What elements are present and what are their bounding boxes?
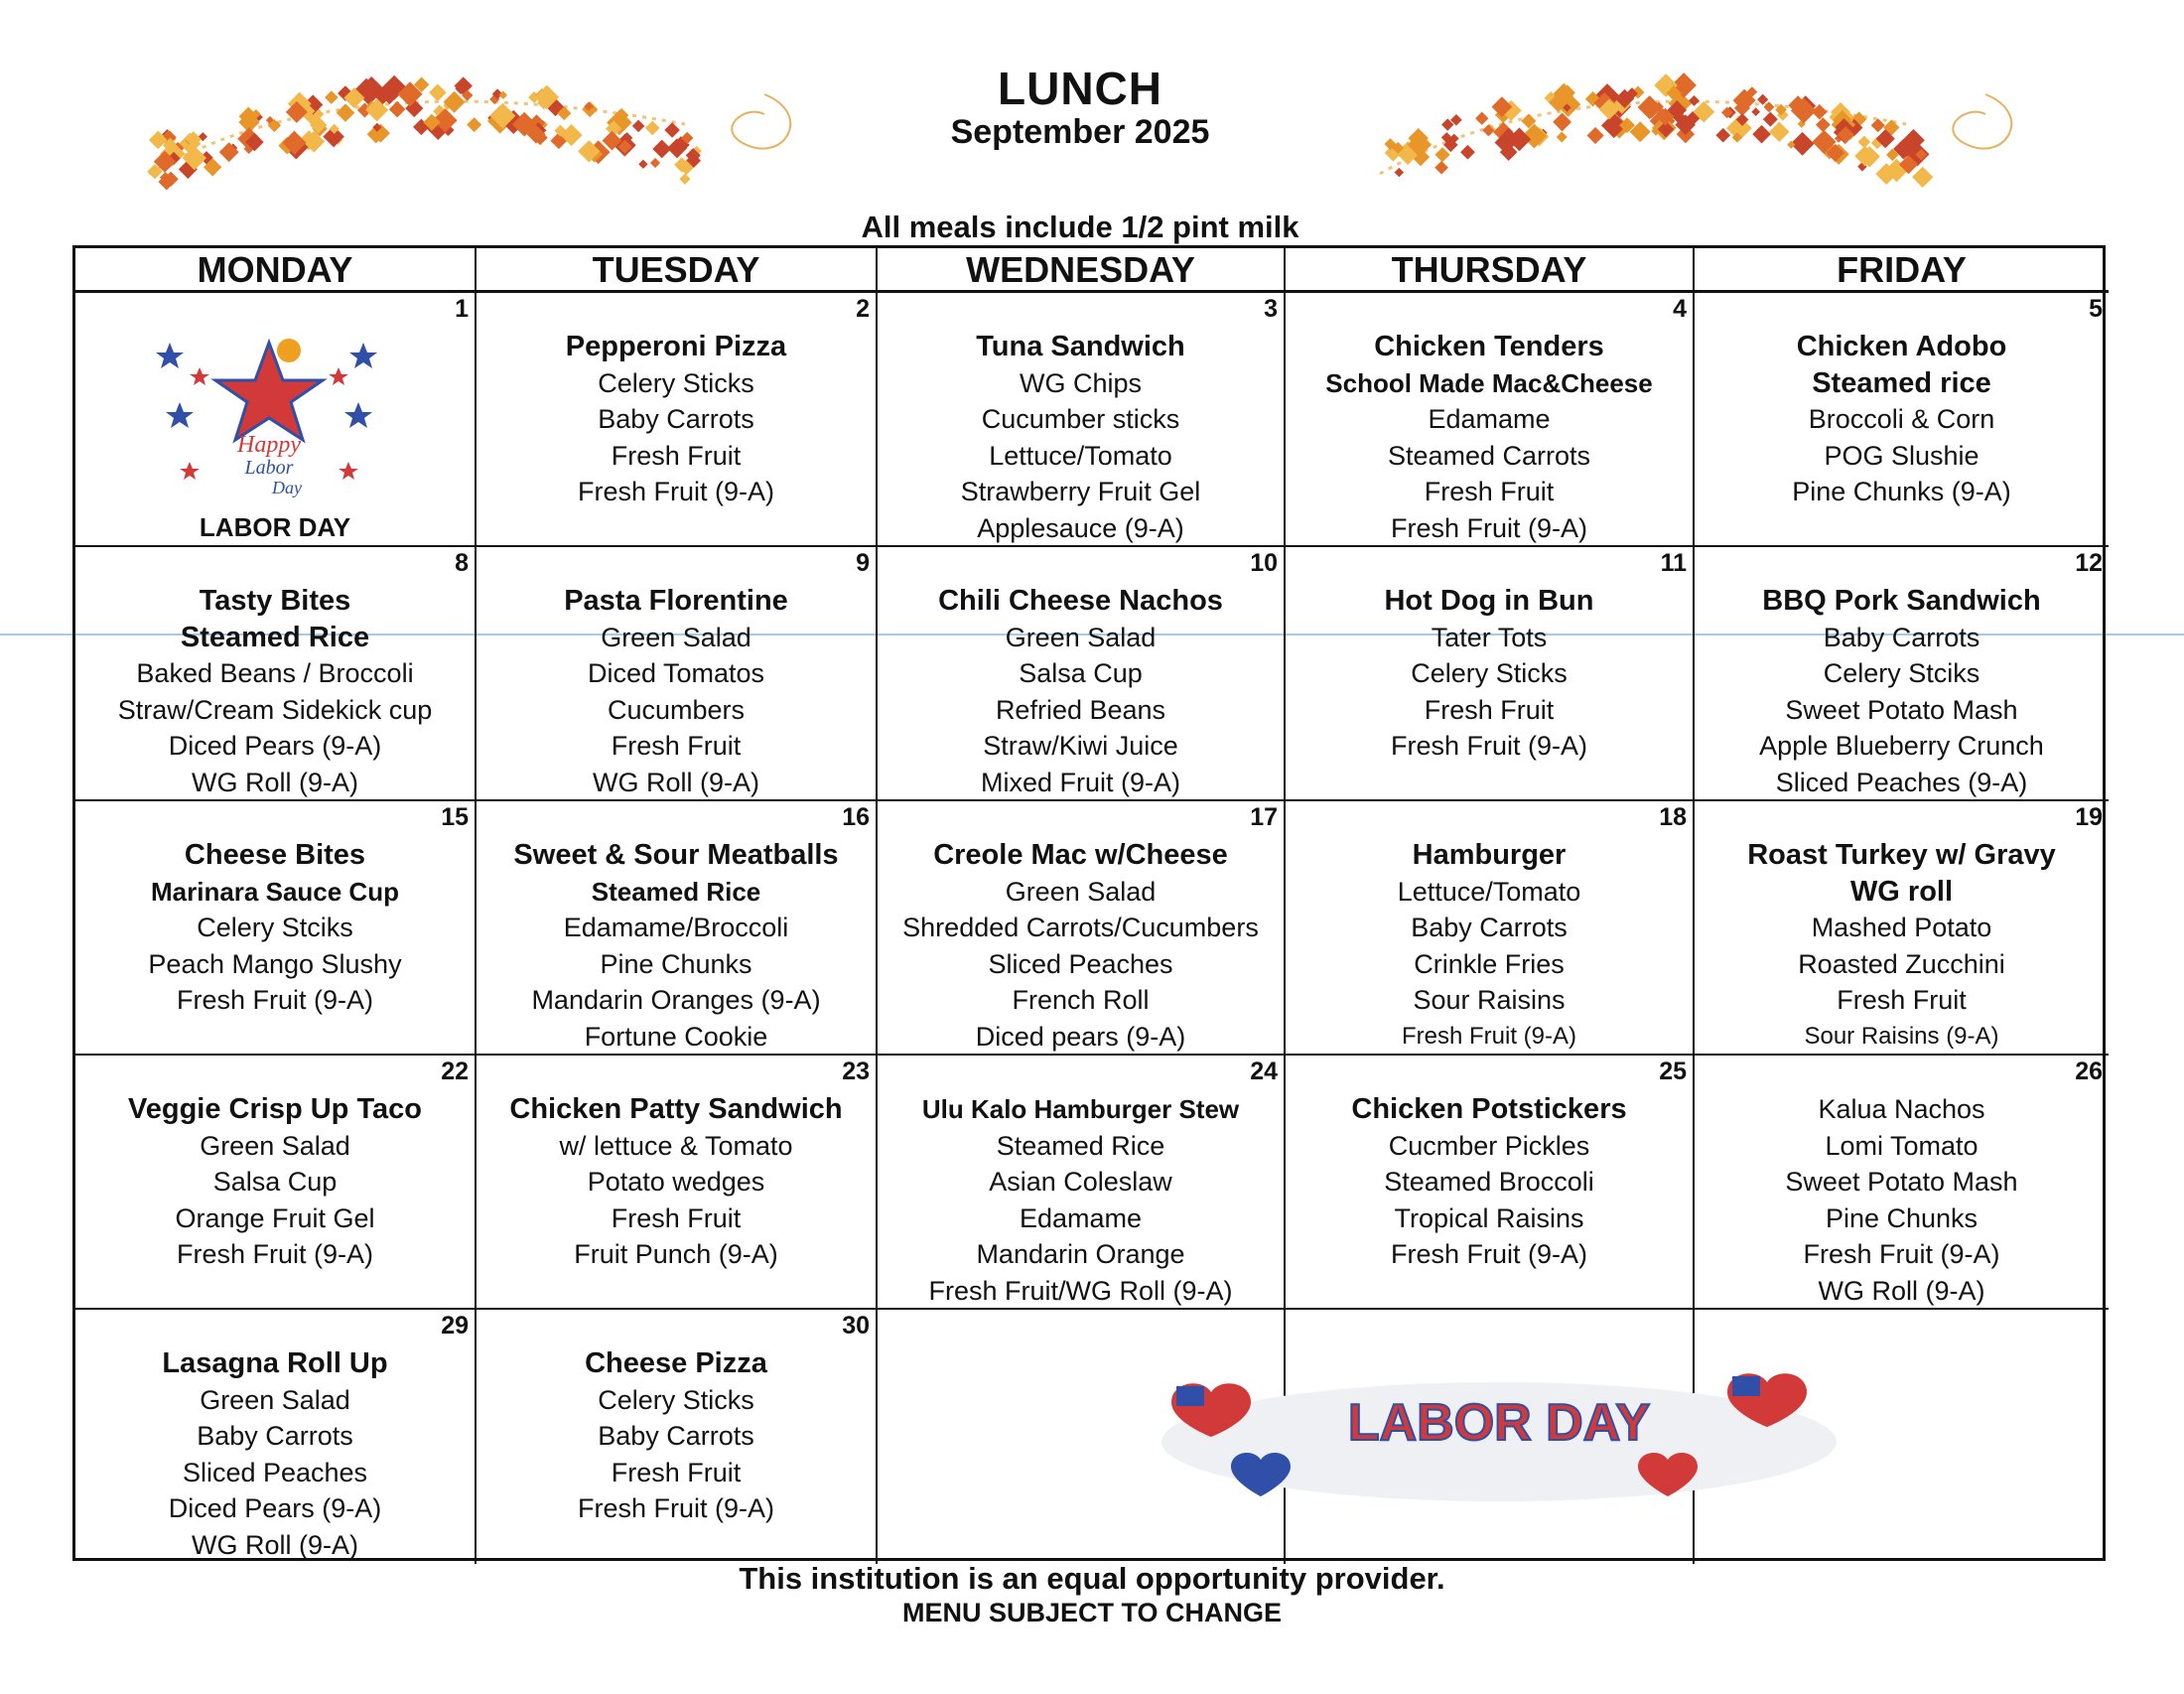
menu-item: Fresh Fruit: [611, 440, 742, 471]
entree-item: WG roll: [1849, 875, 1954, 908]
day-number: 23: [842, 1058, 870, 1085]
day-number: 25: [1659, 1058, 1687, 1085]
menu-items-list: [1286, 293, 1693, 546]
menu-item: Fresh Fruit: [1424, 477, 1555, 506]
day-number: 3: [1264, 295, 1278, 323]
menu-item: Salsa Cup: [212, 1167, 338, 1197]
entree-item: Sweet & Sour Meatballs: [513, 839, 839, 871]
banner-art-lettering: LABOR DAY: [1347, 1394, 1651, 1452]
leaf-icon: [1912, 167, 1933, 188]
menu-item: Fruit Punch (9-A): [574, 1239, 778, 1269]
day-number: 15: [441, 803, 469, 831]
menu-item: Fortune Cookie: [584, 1021, 768, 1052]
menu-items-list: [1695, 547, 2109, 800]
entree-item: Steamed Rice: [591, 876, 761, 907]
entree-item: Tasty Bites: [199, 585, 351, 617]
day-cell-2: [477, 293, 878, 547]
entree-item: School Made Mac&Cheese: [1325, 367, 1653, 398]
menu-item: Cucmber Pickles: [1388, 1130, 1590, 1161]
day-cell-19: [1695, 801, 2109, 1056]
menu-item: Steamed Broccoli: [1384, 1167, 1594, 1197]
menu-item: Sour Raisins (9-A): [1804, 1022, 1999, 1050]
leaf-icon: [679, 174, 690, 185]
menu-change-notice: MENU SUBJECT TO CHANGE: [901, 1598, 1283, 1627]
menu-item: Sweet Potato Mash: [1785, 1167, 2018, 1197]
menu-items-list: [1695, 293, 2109, 510]
leaf-icon: [650, 158, 660, 168]
menu-item: Fresh Fruit (9-A): [1390, 1239, 1588, 1269]
svg-text:Day: Day: [272, 478, 302, 497]
svg-text:Labor: Labor: [244, 457, 294, 479]
menu-item: Green Salad: [1005, 622, 1157, 652]
page-title: LUNCH: [998, 63, 1162, 114]
menu-item: Pine Chunks: [600, 948, 752, 979]
entree-item: Chicken Patty Sandwich: [509, 1093, 843, 1125]
day-cell-10: [878, 547, 1286, 801]
menu-item: Fresh Fruit (9-A): [1803, 1239, 2000, 1269]
menu-items-list: [1286, 547, 1693, 765]
menu-item: Diced Pears (9-A): [168, 1493, 382, 1523]
menu-items-list: [477, 1056, 876, 1273]
menu-item: Lettuce/Tomato: [1397, 876, 1581, 907]
menu-items-list: [75, 1310, 475, 1563]
menu-items-list: [1286, 801, 1693, 1055]
menu-item: Fresh Fruit: [1424, 694, 1555, 725]
menu-item: Pine Chunks: [1825, 1202, 1979, 1233]
menu-item: WG Chips: [1019, 367, 1143, 398]
menu-items-list: [1695, 1056, 2109, 1309]
menu-items-list: [75, 801, 475, 1019]
menu-item: Applesauce (9-A): [977, 512, 1184, 543]
menu-item: Potato wedges: [587, 1167, 765, 1197]
svg-text:Happy: Happy: [237, 432, 301, 458]
menu-item: Fresh Fruit/WG Roll (9-A): [928, 1275, 1233, 1306]
day-cell-3: [878, 293, 1286, 547]
menu-item: Celery Sticks: [1411, 658, 1568, 688]
day-number: 2: [856, 295, 870, 323]
entree-item: Hot Dog in Bun: [1384, 585, 1594, 617]
labor-day-banner-image: [1132, 1352, 1866, 1511]
day-header-wednesday: WEDNESDAY: [878, 248, 1286, 293]
menu-item: Steamed Carrots: [1387, 440, 1591, 471]
menu-item: Apple Blueberry Crunch: [1759, 731, 2044, 761]
day-number: 29: [441, 1312, 469, 1340]
menu-item: Baby Carrots: [197, 1421, 353, 1451]
menu-item: Pine Chunks (9-A): [1792, 477, 2011, 506]
entree-item: Chicken Potstickers: [1351, 1093, 1627, 1125]
menu-item: Green Salad: [200, 1130, 350, 1161]
day-cell-22: [75, 1056, 477, 1310]
menu-item: Mixed Fruit (9-A): [980, 767, 1181, 797]
menu-item: WG Roll (9-A): [192, 767, 358, 797]
menu-item: Mandarin Orange: [976, 1239, 1185, 1269]
day-cell-1: [75, 293, 477, 547]
entree-item: Creole Mac w/Cheese: [933, 839, 1228, 871]
entree-item: BBQ Pork Sandwich: [1762, 585, 2041, 617]
entree-item: Cheese Pizza: [585, 1347, 767, 1379]
day-header-monday: MONDAY: [75, 248, 477, 293]
day-number: 18: [1659, 803, 1687, 831]
entree-item: Hamburger: [1412, 839, 1567, 871]
menu-items-list: [878, 547, 1284, 800]
menu-item: Baby Carrots: [598, 1421, 754, 1451]
menu-items-list: [75, 1056, 475, 1273]
day-cell-15: [75, 801, 477, 1056]
entree-item: Cheese Bites: [184, 839, 366, 871]
menu-item: Baby Carrots: [1823, 622, 1980, 652]
menu-item: Fresh Fruit: [611, 1202, 742, 1233]
menu-item: Fresh Fruit (9-A): [176, 985, 374, 1015]
menu-item: Celery Stciks: [197, 913, 353, 942]
menu-item: Fresh Fruit (9-A): [176, 1239, 374, 1269]
milk-note: All meals include 1/2 pint milk: [861, 210, 1299, 244]
entree-item: Veggie Crisp Up Taco: [128, 1093, 422, 1125]
menu-items-list: [75, 547, 475, 800]
day-number: 22: [441, 1058, 469, 1085]
day-number: 24: [1250, 1058, 1278, 1085]
entree-item: Ulu Kalo Hamburger Stew: [921, 1094, 1240, 1124]
day-number: 9: [856, 549, 870, 577]
day-number: 11: [1660, 549, 1687, 577]
menu-item: Fresh Fruit: [1837, 985, 1967, 1015]
menu-items-list: [1695, 801, 2109, 1055]
entree-item: Chili Cheese Nachos: [938, 585, 1223, 617]
menu-item: Mandarin Oranges (9-A): [531, 985, 821, 1015]
menu-item: Diced pears (9-A): [975, 1021, 1186, 1052]
menu-item: Celery Sticks: [598, 367, 754, 398]
menu-item: Celery Sticks: [598, 1384, 754, 1415]
menu-item: Baked Beans / Broccoli: [136, 658, 414, 688]
day-number: 17: [1250, 803, 1278, 831]
day-cell-4: [1286, 293, 1695, 547]
menu-items-list: [878, 801, 1284, 1055]
menu-item: Green Salad: [200, 1384, 350, 1415]
menu-item: Roasted Zucchini: [1798, 948, 2005, 979]
menu-item: Fresh Fruit: [611, 1457, 742, 1487]
day-number: 8: [455, 549, 469, 577]
menu-item: Diced Pears (9-A): [168, 731, 382, 761]
day-number: 19: [2075, 803, 2103, 831]
menu-item: Lettuce/Tomato: [989, 440, 1172, 471]
entree-item: Marinara Sauce Cup: [151, 876, 399, 907]
entree-item: Roast Turkey w/ Gravy: [1747, 839, 2056, 871]
menu-items-list: [477, 1310, 876, 1527]
menu-item: Fresh Fruit (9-A): [577, 477, 775, 506]
menu-item: Tropical Raisins: [1394, 1202, 1584, 1233]
day-number: 12: [2075, 549, 2103, 577]
menu-items-list: [477, 293, 876, 510]
menu-item: Green Salad: [601, 622, 751, 652]
menu-item: Straw/Kiwi Juice: [983, 731, 1178, 761]
day-cell-17: [878, 801, 1286, 1056]
menu-items-list: [477, 547, 876, 800]
menu-items-list: [878, 293, 1284, 546]
menu-item: Cucumber sticks: [981, 404, 1180, 434]
menu-item: Baby Carrots: [1411, 913, 1568, 942]
menu-item: Fresh Fruit (9-A): [1401, 1022, 1576, 1050]
day-number: 1: [455, 295, 469, 323]
happy-labor-day-image: [150, 323, 388, 501]
menu-item: Edamame: [1428, 404, 1551, 434]
day-cell-9: [477, 547, 878, 801]
day-cell-16: [477, 801, 878, 1056]
leaf-icon: [1434, 161, 1448, 175]
menu-item: WG Roll (9-A): [593, 767, 759, 797]
day-cell-24: [878, 1056, 1286, 1310]
leaf-icon: [1395, 168, 1404, 177]
menu-item: Cucumbers: [607, 694, 746, 725]
day-cell-18: [1286, 801, 1695, 1056]
menu-item: POG Slushie: [1824, 440, 1979, 471]
menu-item: Strawberry Fruit Gel: [960, 477, 1201, 506]
menu-item: Salsa Cup: [1019, 658, 1143, 688]
menu-item: Sour Raisins: [1413, 985, 1566, 1015]
menu-item: Broccoli & Corn: [1808, 404, 1995, 434]
day-number: 26: [2075, 1058, 2103, 1085]
menu-item: Fresh Fruit (9-A): [577, 1493, 775, 1523]
menu-item: Crinkle Fries: [1414, 948, 1565, 979]
day-number: 5: [2089, 295, 2103, 323]
entree-item: Tuna Sandwich: [976, 331, 1185, 362]
entree-item: Pepperoni Pizza: [565, 331, 787, 362]
menu-item: Sliced Peaches (9-A): [1775, 767, 2028, 797]
day-cell-26: [1695, 1056, 2109, 1310]
menu-item: Sliced Peaches: [988, 948, 1173, 979]
day-header-thursday: THURSDAY: [1286, 248, 1695, 293]
menu-items-list: [477, 801, 876, 1055]
menu-item: Tater Tots: [1431, 622, 1548, 652]
day-cell-11: [1286, 547, 1695, 801]
page-subtitle: September 2025: [950, 113, 1210, 151]
menu-item: Sweet Potato Mash: [1785, 694, 2018, 725]
menu-item: Kalua Nachos: [1818, 1094, 1985, 1124]
menu-item: Celery Stciks: [1823, 658, 1980, 688]
day-number: 4: [1673, 295, 1687, 323]
menu-item: Fresh Fruit (9-A): [1390, 731, 1588, 761]
entree-item: Chicken Adobo: [1796, 331, 2007, 362]
equal-opportunity-notice: This institution is an equal opportunity provider.: [739, 1561, 1445, 1596]
menu-item: Diced Tomatos: [587, 658, 765, 688]
menu-item: Straw/Cream Sidekick cup: [117, 694, 433, 725]
menu-item: Fresh Fruit (9-A): [1390, 512, 1588, 543]
menu-item: Edamame: [1019, 1202, 1143, 1233]
entree-item: Pasta Florentine: [564, 585, 788, 617]
menu-item: Orange Fruit Gel: [175, 1202, 375, 1233]
day-cell-25: [1286, 1056, 1695, 1310]
menu-item: w/ lettuce & Tomato: [559, 1130, 793, 1161]
menu-item: Mashed Potato: [1811, 913, 1992, 942]
entree-item: Lasagna Roll Up: [162, 1347, 388, 1379]
entree-item: Chicken Tenders: [1374, 331, 1604, 362]
holiday-label: LABOR DAY: [199, 512, 351, 542]
day-header-friday: FRIDAY: [1695, 248, 2109, 293]
day-number: 16: [842, 803, 870, 831]
menu-items-list: [1286, 1056, 1693, 1273]
menu-item: French Roll: [1012, 985, 1150, 1015]
menu-item: Steamed Rice: [996, 1130, 1165, 1161]
day-cell-8: [75, 547, 477, 801]
entree-item: Steamed rice: [1812, 366, 1991, 399]
menu-item: Sliced Peaches: [182, 1457, 368, 1487]
day-header-tuesday: TUESDAY: [477, 248, 878, 293]
entree-item: Steamed Rice: [180, 621, 370, 653]
menu-item: Asian Coleslaw: [989, 1167, 1172, 1197]
menu-item: Peach Mango Slushy: [148, 948, 402, 979]
menu-item: Fresh Fruit: [611, 731, 742, 761]
day-cell-29: [75, 1310, 477, 1564]
day-cell-5: [1695, 293, 2109, 547]
menu-item: WG Roll (9-A): [1818, 1275, 1985, 1306]
menu-item: Baby Carrots: [598, 404, 754, 434]
menu-item: WG Roll (9-A): [192, 1529, 358, 1560]
day-cell-12: [1695, 547, 2109, 801]
leaf-icon: [638, 160, 647, 169]
menu-item: Shredded Carrots/Cucumbers: [902, 913, 1259, 942]
menu-item: Green Salad: [1005, 876, 1157, 907]
day-cell-30: [477, 1310, 878, 1564]
menu-item: Refried Beans: [995, 694, 1166, 725]
menu-items-list: [878, 1056, 1284, 1309]
day-cell-23: [477, 1056, 878, 1310]
day-number: 30: [842, 1312, 870, 1340]
menu-item: Edamame/Broccoli: [563, 913, 789, 942]
day-number: 10: [1250, 549, 1278, 577]
menu-item: Lomi Tomato: [1825, 1130, 1979, 1161]
